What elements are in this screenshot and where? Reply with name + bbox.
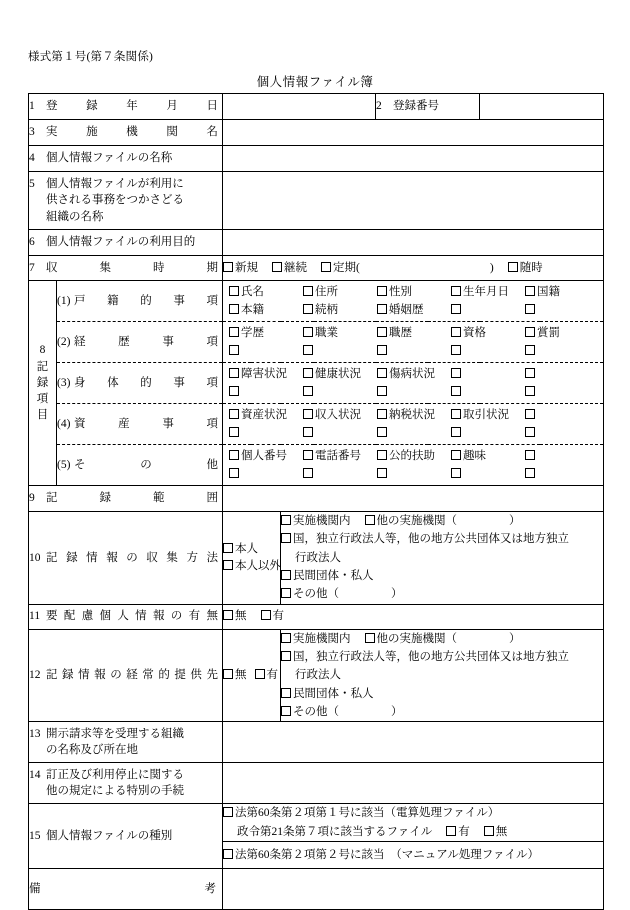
checkbox-cell[interactable] bbox=[525, 384, 599, 400]
row-number-1: 1 bbox=[29, 100, 35, 113]
checkbox-icon-periodic[interactable] bbox=[321, 262, 331, 272]
option-within-agency-line: 実施機関内 他の実施機関（ ） bbox=[281, 512, 603, 530]
label-sensitive-info bbox=[29, 604, 223, 629]
row-label-9: 記 録 範 囲 bbox=[46, 492, 218, 505]
sensitive-info-options: 無 有 bbox=[223, 609, 284, 623]
row-label-3: 実 施 機 関 名 bbox=[46, 126, 218, 139]
row-label-2: 登録番号 bbox=[393, 100, 439, 113]
option-label-periodic: 定期( bbox=[333, 261, 360, 274]
checkbox-icon-asset-status[interactable] bbox=[229, 409, 239, 419]
checkbox-icon-blank[interactable] bbox=[525, 427, 535, 437]
checkbox-icon-other-agency[interactable] bbox=[365, 515, 375, 525]
checkbox-icon-income-status[interactable] bbox=[303, 409, 313, 419]
checkbox-cell[interactable]: 続柄 bbox=[303, 302, 377, 318]
checkbox-icon-blank[interactable] bbox=[377, 468, 387, 478]
checkbox-cell[interactable]: 納税状況 bbox=[377, 407, 451, 423]
table-row-file-type-1 bbox=[29, 804, 604, 842]
checkbox-cell[interactable] bbox=[303, 384, 377, 400]
form-table bbox=[28, 93, 604, 910]
checkbox-icon-blank[interactable] bbox=[525, 450, 535, 460]
option-national-government-line1: 国，独立行政法人等，他の地方公共団体又は地方独立 bbox=[281, 530, 603, 548]
checkbox-cell[interactable]: 資産状況 bbox=[229, 407, 303, 423]
row-number-10: 10 bbox=[29, 551, 41, 564]
table-row-record-item-2 bbox=[29, 322, 604, 363]
row-label-11: 要 配 慮 個 人 情 報 の 有 無 bbox=[46, 610, 218, 623]
checkbox-icon-nationality[interactable] bbox=[525, 286, 535, 296]
row-label-5: 個人情報ファイルが利用に 供される事務をつかさどる 組織の名称 bbox=[46, 178, 184, 223]
label-disclosure-office bbox=[29, 722, 223, 763]
option-other: その他（ ） bbox=[281, 703, 603, 721]
checkbox-cell[interactable]: 収入状況 bbox=[303, 407, 377, 423]
table-row-collection-period bbox=[29, 256, 604, 281]
checkbox-icon-blank[interactable] bbox=[229, 468, 239, 478]
row-number-13: 13 bbox=[29, 727, 41, 740]
document-title: 個人情報ファイル簿 bbox=[256, 75, 374, 89]
checkbox-cell[interactable]: 氏名 bbox=[229, 284, 303, 300]
checkbox-icon-new[interactable] bbox=[223, 262, 233, 272]
record-item-number-4: (4) bbox=[57, 417, 71, 430]
field-sensitive-info bbox=[223, 604, 604, 629]
checkbox-cell[interactable] bbox=[451, 343, 525, 359]
checkbox-icon-awards-punishments[interactable] bbox=[525, 327, 535, 337]
label-registration-number bbox=[376, 94, 480, 120]
checkbox-icon-phone-number[interactable] bbox=[303, 450, 313, 460]
row-number-2: 2 bbox=[376, 100, 382, 113]
checkbox-grid-5 bbox=[223, 446, 603, 485]
field-record-item-4 bbox=[223, 404, 604, 445]
option-other-than-self[interactable]: 本人以外 bbox=[223, 558, 280, 574]
row-label-6: 個人情報ファイルの利用目的 bbox=[46, 236, 196, 249]
checkbox-icon-blank[interactable] bbox=[377, 345, 387, 355]
row-number-6: 6 bbox=[29, 236, 35, 249]
table-row-disclosure-office bbox=[29, 722, 604, 763]
checkbox-cell[interactable] bbox=[303, 343, 377, 359]
checkbox-icon-other-agency[interactable] bbox=[365, 633, 375, 643]
checkbox-cell[interactable] bbox=[525, 302, 599, 318]
label-record-item-3 bbox=[57, 363, 223, 404]
table-row-record-item-4 bbox=[29, 404, 604, 445]
file-type-electronic-line1: 法第60条第２項第１号に該当（電算処理ファイル） bbox=[223, 804, 603, 822]
checkbox-cell[interactable] bbox=[451, 384, 525, 400]
checkbox-cell[interactable] bbox=[525, 448, 599, 464]
checkbox-icon-national-government[interactable] bbox=[281, 533, 291, 543]
checkbox-icon-within-agency[interactable] bbox=[281, 515, 291, 525]
checkbox-cell[interactable]: 公的扶助 bbox=[377, 448, 451, 464]
checkbox-cell[interactable] bbox=[303, 425, 377, 441]
option-label-continuous: 継続 bbox=[284, 261, 307, 274]
table-row-agency-name bbox=[29, 120, 604, 146]
field-record-item-2 bbox=[223, 322, 604, 363]
label-registration-date bbox=[29, 94, 223, 120]
checkbox-cell[interactable]: 生年月日 bbox=[451, 284, 525, 300]
option-national-government-line2: 行政法人 bbox=[295, 551, 341, 564]
checkbox-icon-blank[interactable] bbox=[451, 386, 461, 396]
field-file-type-manual bbox=[223, 841, 604, 868]
option-private-organization: 民間団体・私人 bbox=[281, 567, 603, 585]
checkbox-icon-disability-status[interactable] bbox=[229, 368, 239, 378]
checkbox-icon-electronic-file[interactable] bbox=[223, 807, 233, 817]
label-organization-name bbox=[29, 172, 223, 230]
checkbox-icon-blank[interactable] bbox=[525, 386, 535, 396]
field-record-item-5 bbox=[223, 445, 604, 486]
checkbox-cell[interactable]: 婚姻歴 bbox=[377, 302, 451, 318]
collection-source-options bbox=[223, 512, 281, 605]
checkbox-cell[interactable] bbox=[451, 302, 525, 318]
row-number-14: 14 bbox=[29, 768, 41, 781]
checkbox-cell[interactable]: 電話番号 bbox=[303, 448, 377, 464]
row-number-15: 15 bbox=[29, 829, 41, 842]
checkbox-icon-blank[interactable] bbox=[451, 304, 461, 314]
checkbox-cell[interactable]: 障害状況 bbox=[229, 366, 303, 382]
field-agency-name[interactable] bbox=[223, 120, 604, 146]
checkbox-cell[interactable] bbox=[377, 343, 451, 359]
record-item-number-3: (3) bbox=[57, 376, 71, 389]
checkbox-icon-blank[interactable] bbox=[229, 345, 239, 355]
label-collection-method bbox=[29, 512, 223, 605]
checkbox-cell[interactable]: 個人番号 bbox=[229, 448, 303, 464]
checkbox-icon-hobby[interactable] bbox=[451, 450, 461, 460]
checkbox-cell[interactable] bbox=[229, 425, 303, 441]
checkbox-icon-domicile[interactable] bbox=[229, 304, 239, 314]
checkbox-cell[interactable]: 住所 bbox=[303, 284, 377, 300]
checkbox-icon-blank[interactable] bbox=[525, 409, 535, 419]
checkbox-icon-address[interactable] bbox=[303, 286, 313, 296]
collection-period-options bbox=[223, 261, 543, 275]
checkbox-icon-none[interactable] bbox=[223, 610, 233, 620]
checkbox-cell[interactable] bbox=[451, 466, 525, 482]
field-remarks[interactable] bbox=[223, 868, 604, 909]
field-record-scope[interactable] bbox=[223, 486, 604, 512]
checkbox-icon-education[interactable] bbox=[229, 327, 239, 337]
row-label-remarks: 備 考 bbox=[29, 882, 216, 895]
checkbox-icon-other-than-self[interactable] bbox=[223, 560, 233, 570]
row-label-12: 記 録 情 報 の 経 常 的 提 供 先 bbox=[46, 669, 218, 682]
row-label-10: 記 録 情 報 の 収 集 方 法 bbox=[46, 551, 218, 564]
periodic-close-paren: ) bbox=[489, 261, 494, 274]
option-national-government-line1: 国，独立行政法人等，他の地方公共団体又は地方独立 bbox=[281, 648, 603, 666]
label-file-name bbox=[29, 146, 223, 172]
checkbox-icon-blank[interactable] bbox=[525, 304, 535, 314]
label-routine-provision bbox=[29, 629, 223, 722]
option-other: その他（ ） bbox=[281, 585, 603, 603]
table-row-remarks bbox=[29, 868, 604, 909]
option-label-anytime: 随時 bbox=[519, 261, 543, 274]
checkbox-icon-blank[interactable] bbox=[303, 468, 313, 478]
record-item-label-2: 経 歴 事 項 bbox=[74, 335, 218, 348]
field-organization-name[interactable] bbox=[223, 172, 604, 230]
checkbox-icon-blank[interactable] bbox=[303, 345, 313, 355]
table-row-file-name bbox=[29, 146, 604, 172]
label-record-item-2 bbox=[57, 322, 223, 363]
checkbox-icon-blank[interactable] bbox=[303, 427, 313, 437]
checkbox-cell[interactable] bbox=[451, 425, 525, 441]
record-item-label-4: 資 産 事 項 bbox=[74, 417, 218, 430]
checkbox-icon-blank[interactable] bbox=[525, 368, 535, 378]
checkbox-icon-national-government[interactable] bbox=[281, 651, 291, 661]
checkbox-icon-blank[interactable] bbox=[229, 427, 239, 437]
checkbox-icon-birthdate[interactable] bbox=[451, 286, 461, 296]
field-registration-date[interactable] bbox=[223, 94, 376, 120]
checkbox-icon-blank[interactable] bbox=[377, 427, 387, 437]
label-record-item-5 bbox=[57, 445, 223, 486]
label-collection-period bbox=[29, 256, 223, 281]
field-special-procedures[interactable] bbox=[223, 763, 604, 804]
checkbox-icon-public-assistance[interactable] bbox=[377, 450, 387, 460]
checkbox-cell[interactable] bbox=[525, 366, 599, 382]
checkbox-icon-qualification[interactable] bbox=[451, 327, 461, 337]
table-row-organization-name bbox=[29, 172, 604, 230]
checkbox-icon-transaction-status[interactable] bbox=[451, 409, 461, 419]
checkbox-cell[interactable]: 賞罰 bbox=[525, 325, 599, 341]
checkbox-cell[interactable]: 本籍 bbox=[229, 302, 303, 318]
row-label-15: 個人情報ファイルの種別 bbox=[46, 829, 173, 842]
record-item-label-1: 戸 籍 的 事 項 bbox=[74, 294, 218, 307]
checkbox-icon-blank[interactable] bbox=[451, 427, 461, 437]
checkbox-cell[interactable]: 国籍 bbox=[525, 284, 599, 300]
checkbox-icon-blank[interactable] bbox=[451, 345, 461, 355]
table-row-routine-provision bbox=[29, 629, 604, 722]
option-self[interactable]: 本人 bbox=[223, 541, 280, 557]
checkbox-grid-3 bbox=[223, 364, 603, 403]
checkbox-grid-4 bbox=[223, 405, 603, 444]
checkbox-icon-gender[interactable] bbox=[377, 286, 387, 296]
row-label-13: 開示請求等を受理する組織 の名称及び所在地 bbox=[46, 727, 184, 757]
row-number-11: 11 bbox=[29, 610, 41, 623]
checkbox-icon-private-organization[interactable] bbox=[281, 688, 291, 698]
checkbox-icon-self[interactable] bbox=[223, 543, 233, 553]
label-remarks bbox=[29, 868, 223, 909]
option-private-organization: 民間団体・私人 bbox=[281, 685, 603, 703]
label-purpose bbox=[29, 230, 223, 256]
checkbox-cell[interactable] bbox=[377, 384, 451, 400]
record-item-number-5: (5) bbox=[57, 458, 71, 471]
field-registration-number[interactable] bbox=[480, 94, 604, 120]
checkbox-cell[interactable] bbox=[451, 366, 525, 382]
label-record-scope bbox=[29, 486, 223, 512]
table-row-purpose bbox=[29, 230, 604, 256]
checkbox-cell[interactable]: 性別 bbox=[377, 284, 451, 300]
checkbox-cell[interactable] bbox=[303, 466, 377, 482]
checkbox-icon-injury-illness-status[interactable] bbox=[377, 368, 387, 378]
option-within-agency-line: 実施機関内 他の実施機関（ ） bbox=[281, 630, 603, 648]
checkbox-icon-name[interactable] bbox=[229, 286, 239, 296]
checkbox-icon-continuous[interactable] bbox=[272, 262, 282, 272]
field-disclosure-office[interactable] bbox=[223, 722, 604, 763]
file-type-manual-line: 法第60条第２項第２号に該当 （マニュアル処理ファイル） bbox=[223, 846, 603, 864]
record-item-label-5: そ の 他 bbox=[74, 458, 218, 471]
checkbox-icon-blank[interactable] bbox=[525, 468, 535, 478]
checkbox-icon-other[interactable] bbox=[281, 706, 291, 716]
checkbox-cell[interactable]: 職業 bbox=[303, 325, 377, 341]
checkbox-cell[interactable] bbox=[525, 343, 599, 359]
field-purpose[interactable] bbox=[223, 230, 604, 256]
table-row-record-item-5 bbox=[29, 445, 604, 486]
field-collection-period bbox=[223, 256, 604, 281]
option-present[interactable]: 有 bbox=[255, 669, 279, 681]
checkbox-icon-marital-history[interactable] bbox=[377, 304, 387, 314]
checkbox-icon-individual-number[interactable] bbox=[229, 450, 239, 460]
checkbox-cell[interactable]: 学歴 bbox=[229, 325, 303, 341]
checkbox-cell[interactable]: 健康状況 bbox=[303, 366, 377, 382]
checkbox-icon-within-agency[interactable] bbox=[281, 633, 291, 643]
checkbox-grid-1 bbox=[223, 282, 603, 321]
checkbox-icon-private-organization[interactable] bbox=[281, 570, 291, 580]
checkbox-icon-none[interactable] bbox=[223, 669, 233, 679]
label-file-type bbox=[29, 804, 223, 869]
collection-method-options bbox=[281, 512, 604, 605]
checkbox-cell[interactable]: 趣味 bbox=[451, 448, 525, 464]
checkbox-cell[interactable] bbox=[525, 407, 599, 423]
row-label-4: 個人情報ファイルの名称 bbox=[46, 152, 173, 165]
checkbox-cell[interactable] bbox=[377, 466, 451, 482]
checkbox-icon-work-history[interactable] bbox=[377, 327, 387, 337]
record-item-label-3: 身 体 的 事 項 bbox=[74, 376, 218, 389]
row-label-7: 収 集 時 期 bbox=[46, 261, 218, 274]
checkbox-cell[interactable]: 傷病状況 bbox=[377, 366, 451, 382]
label-special-procedures bbox=[29, 763, 223, 804]
checkbox-icon-blank[interactable] bbox=[525, 345, 535, 355]
row-number-9: 9 bbox=[29, 492, 35, 505]
checkbox-icon-relationship[interactable] bbox=[303, 304, 313, 314]
record-item-number-1: (1) bbox=[57, 294, 71, 307]
checkbox-icon-cabinet-order-no[interactable] bbox=[484, 826, 494, 836]
checkbox-icon-occupation[interactable] bbox=[303, 327, 313, 337]
routine-provision-options bbox=[281, 629, 604, 722]
field-record-item-1 bbox=[223, 281, 604, 322]
checkbox-icon-blank[interactable] bbox=[451, 468, 461, 478]
label-record-item-4 bbox=[57, 404, 223, 445]
table-row-record-item-3 bbox=[29, 363, 604, 404]
form-number: 様式第１号(第７条関係) bbox=[28, 51, 154, 63]
table-row-record-item-1 bbox=[29, 281, 604, 322]
field-file-type-electronic bbox=[223, 804, 604, 842]
checkbox-cell[interactable] bbox=[229, 466, 303, 482]
checkbox-icon-blank[interactable] bbox=[229, 386, 239, 396]
checkbox-icon-present[interactable] bbox=[261, 610, 271, 620]
checkbox-cell[interactable] bbox=[377, 425, 451, 441]
row-number-12: 12 bbox=[29, 669, 41, 682]
table-row-record-scope bbox=[29, 486, 604, 512]
checkbox-icon-cabinet-order-yes[interactable] bbox=[446, 826, 456, 836]
file-type-electronic-line2: 政令第21条第７項に該当するファイル 有 無 bbox=[237, 825, 508, 838]
checkbox-grid-2 bbox=[223, 323, 603, 362]
label-record-item-1 bbox=[57, 281, 223, 322]
row-number-4: 4 bbox=[29, 152, 35, 165]
row-number-7: 7 bbox=[29, 261, 35, 274]
option-label-new: 新規 bbox=[235, 261, 258, 274]
option-none[interactable]: 無 bbox=[223, 669, 247, 681]
checkbox-icon-blank[interactable] bbox=[451, 368, 461, 378]
row-label-1: 登 録 年 月 日 bbox=[46, 100, 218, 113]
checkbox-icon-health-status[interactable] bbox=[303, 368, 313, 378]
row-label-14: 訂正及び利用停止に関する 他の規定による特別の手続 bbox=[46, 768, 184, 798]
label-agency-name bbox=[29, 120, 223, 146]
checkbox-cell[interactable] bbox=[229, 343, 303, 359]
label-record-items-vertical: 8 記 録 項 目 bbox=[29, 281, 57, 486]
checkbox-cell[interactable]: 職歴 bbox=[377, 325, 451, 341]
field-file-name[interactable] bbox=[223, 146, 604, 172]
record-item-number-2: (2) bbox=[57, 335, 71, 348]
checkbox-icon-anytime[interactable] bbox=[508, 262, 518, 272]
row-number-3: 3 bbox=[29, 126, 35, 139]
table-row-collection-method bbox=[29, 512, 604, 605]
checkbox-icon-other[interactable] bbox=[281, 588, 291, 598]
checkbox-icon-blank[interactable] bbox=[377, 386, 387, 396]
row-number-5: 5 bbox=[29, 178, 35, 190]
table-row-special-procedures bbox=[29, 763, 604, 804]
routine-provision-presence bbox=[223, 629, 281, 722]
checkbox-cell[interactable] bbox=[525, 466, 599, 482]
checkbox-icon-manual-file[interactable] bbox=[223, 849, 233, 859]
option-national-government-line2: 行政法人 bbox=[295, 669, 341, 682]
checkbox-icon-tax-status[interactable] bbox=[377, 409, 387, 419]
checkbox-cell[interactable]: 資格 bbox=[451, 325, 525, 341]
checkbox-cell[interactable] bbox=[525, 425, 599, 441]
checkbox-icon-present[interactable] bbox=[255, 669, 265, 679]
field-record-item-3 bbox=[223, 363, 604, 404]
checkbox-icon-blank[interactable] bbox=[303, 386, 313, 396]
checkbox-cell[interactable]: 取引状況 bbox=[451, 407, 525, 423]
checkbox-cell[interactable] bbox=[229, 384, 303, 400]
table-row-sensitive-info bbox=[29, 604, 604, 629]
table-row-registration-date bbox=[29, 94, 604, 120]
